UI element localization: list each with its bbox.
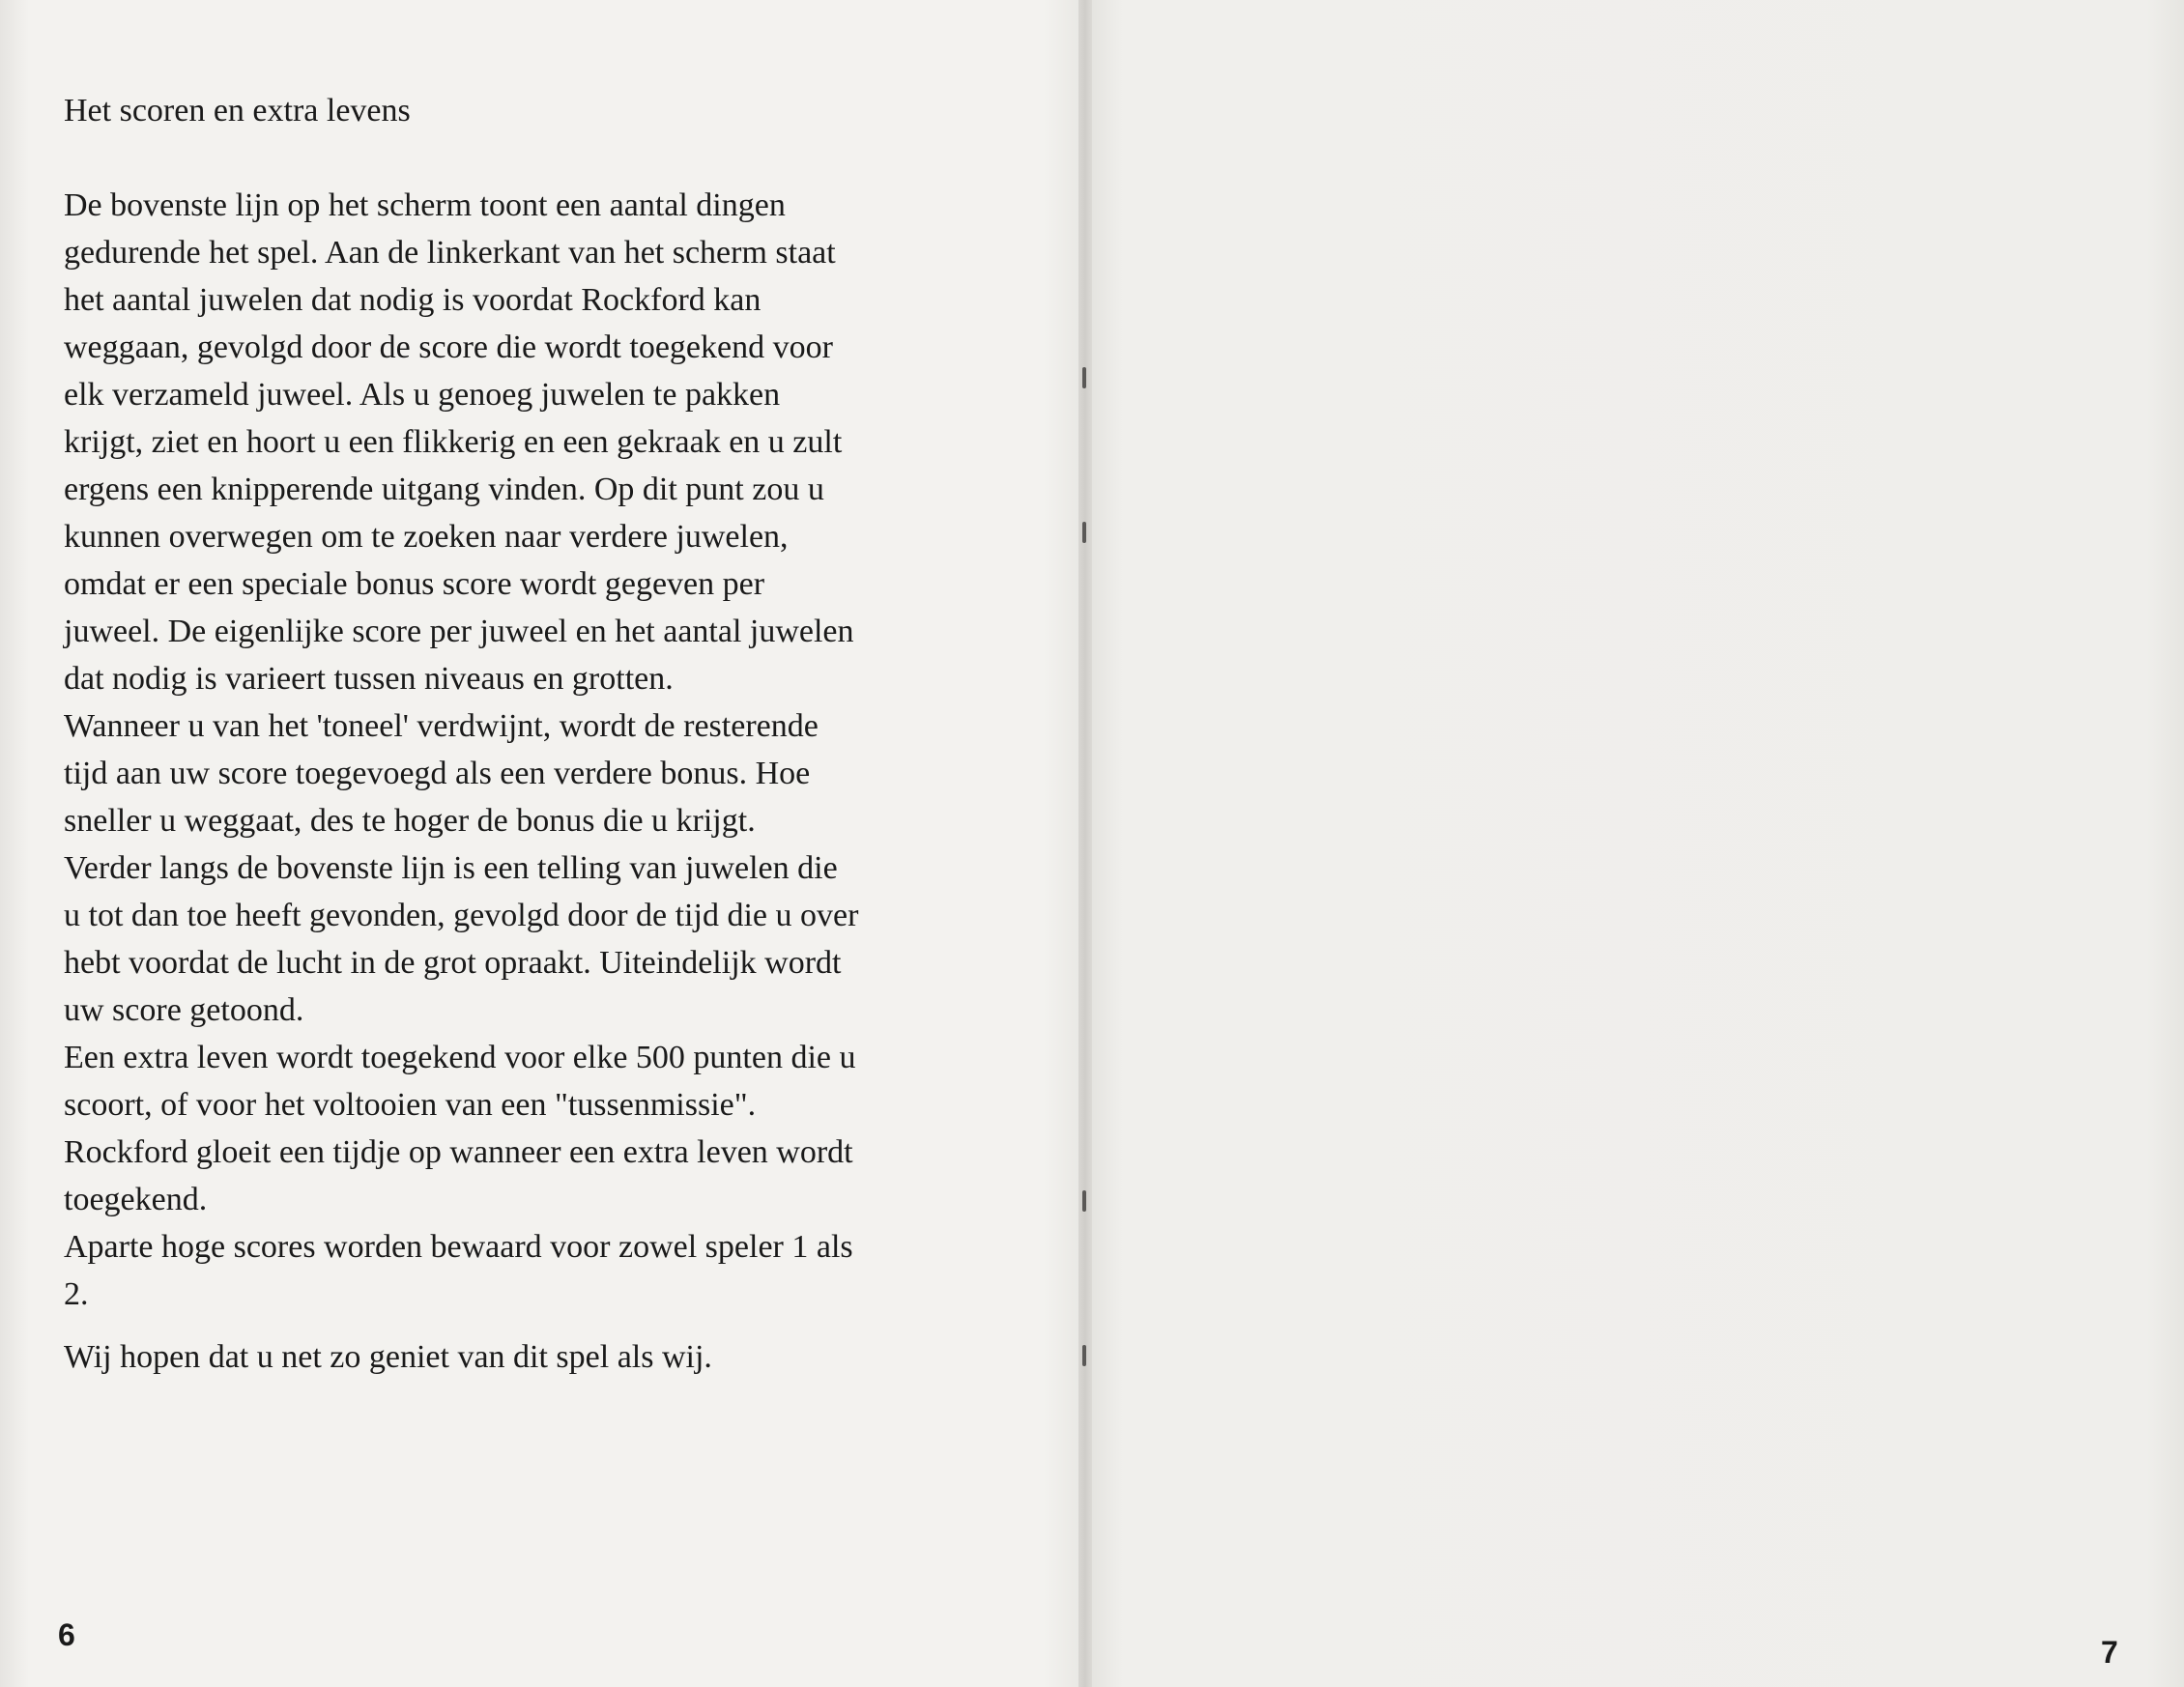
body-line: gedurende het spel. Aan de linkerkant van het scherm staat — [64, 235, 836, 271]
body-line: Rockford gloeit een tijdje op wanneer een extra leven wordt — [64, 1134, 853, 1170]
left-page-text — [64, 87, 1069, 1381]
staple — [1082, 1345, 1086, 1366]
right-page — [1084, 0, 2184, 1687]
section-heading: Het scoren en extra levens — [64, 93, 411, 129]
body-line: toegekend. — [64, 1182, 208, 1217]
staple — [1082, 1190, 1086, 1212]
body-line: hebt voordat de lucht in de grot opraakt. Uiteindelijk wordt — [64, 945, 842, 981]
body-line: krijgt, ziet en hoort u een flikkerig en een gekraak en u zult — [64, 424, 843, 460]
body-line: Verder langs de bovenste lijn is een telling van juwelen die — [64, 850, 838, 886]
body-line: scoort, of voor het voltooien van een "tussenmissie". — [64, 1087, 757, 1123]
staple — [1082, 367, 1086, 388]
body-line: juweel. De eigenlijke score per juweel en het aantal juwelen — [64, 614, 854, 649]
left-page — [0, 0, 1084, 1687]
body-line: uw score getoond. — [64, 992, 304, 1028]
page-number-left: 6 — [58, 1617, 75, 1652]
page-number-right: 7 — [2101, 1635, 2118, 1670]
body-line: 2. — [64, 1276, 89, 1312]
body-line: weggaan, gevolgd door de score die wordt toegekend voor — [64, 329, 833, 365]
body-line: dat nodig is varieert tussen niveaus en grotten. — [64, 661, 674, 697]
body-line: Een extra leven wordt toegekend voor elke 500 punten die u — [64, 1040, 856, 1075]
body-line: elk verzameld juweel. Als u genoeg juwelen te pakken — [64, 377, 781, 413]
body-line: ergens een knipperende uitgang vinden. Op dit punt zou u — [64, 472, 824, 507]
binding-gutter — [1078, 0, 1092, 1687]
body-line: u tot dan toe heeft gevonden, gevolgd door de tijd die u over — [64, 898, 859, 933]
body-line: omdat er een speciale bonus score wordt gegeven per — [64, 566, 765, 602]
staple — [1082, 522, 1086, 543]
body-line: tijd aan uw score toegevoegd als een verdere bonus. Hoe — [64, 756, 811, 791]
body-line: Wanneer u van het 'toneel' verdwijnt, wordt de resterende — [64, 708, 819, 744]
body-line: sneller u weggaat, des te hoger de bonus die u krijgt. — [64, 803, 756, 839]
spacer — [64, 1318, 1069, 1333]
body-line: kunnen overwegen om te zoeken naar verdere juwelen, — [64, 519, 789, 555]
body-line: het aantal juwelen dat nodig is voordat Rockford kan — [64, 282, 762, 318]
body-line: De bovenste lijn op het scherm toont een aantal dingen — [64, 187, 786, 223]
closing-line: Wij hopen dat u net zo geniet van dit spel als wij. — [64, 1339, 712, 1375]
body-line: Aparte hoge scores worden bewaard voor zowel speler 1 als — [64, 1229, 853, 1265]
